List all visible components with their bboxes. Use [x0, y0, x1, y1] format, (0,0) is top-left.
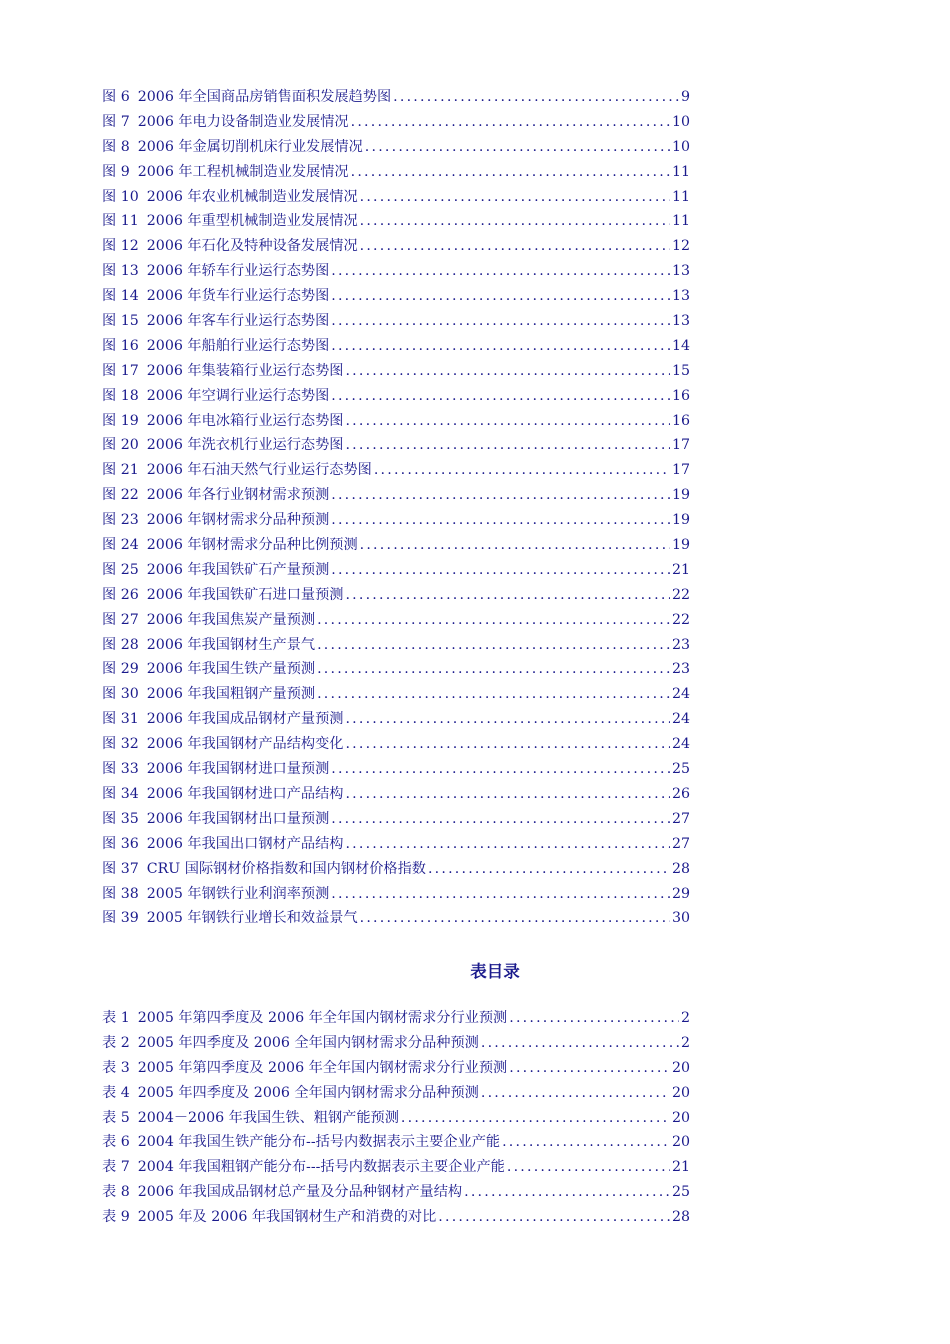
dot-leader: [428, 861, 670, 877]
dot-leader: [481, 1085, 670, 1101]
entry-title: 2006 年空调行业运行态势图: [146, 387, 330, 404]
figure-entry[interactable]: [102, 335, 690, 360]
table-entry[interactable]: [102, 1181, 690, 1206]
dot-leader: [331, 512, 670, 528]
dot-leader: [360, 189, 670, 205]
entry-label: 图 13: [102, 263, 139, 280]
entry-label: 图 18: [102, 387, 139, 404]
entry-label: 图 17: [102, 362, 139, 379]
dot-leader: [507, 1159, 670, 1175]
entry-title: 2006 年货车行业运行态势图: [146, 288, 330, 305]
entry-page-number: 19: [671, 512, 690, 529]
entry-page-number: 20: [671, 1134, 690, 1151]
entry-label: 表 4: [102, 1084, 130, 1101]
entry-title: 2006 年我国成品钢材产量预测: [146, 711, 344, 728]
entry-label: 图 35: [102, 810, 139, 827]
dot-leader: [509, 1060, 670, 1076]
figure-entry[interactable]: [102, 658, 690, 683]
entry-title: 2006 年钢材需求分品种比例预测: [146, 537, 358, 554]
entry-title: 2006 年我国钢材进口产品结构: [146, 785, 344, 802]
entry-page-number: 16: [671, 387, 690, 404]
entry-label: 图 22: [102, 487, 139, 504]
entry-page-number: 15: [671, 362, 690, 379]
dot-leader: [351, 164, 670, 180]
dot-leader: [331, 487, 670, 503]
dot-leader: [331, 811, 670, 827]
entry-label: 图 31: [102, 711, 139, 728]
figure-entry[interactable]: [102, 783, 690, 808]
figure-entry[interactable]: [102, 758, 690, 783]
entry-label: 图 24: [102, 537, 139, 554]
entry-label: 图 20: [102, 437, 139, 454]
entry-page-number: 26: [671, 785, 690, 802]
entry-label: 图 38: [102, 885, 139, 902]
dot-leader: [317, 612, 670, 628]
entry-label: 图 14: [102, 288, 139, 305]
dot-leader: [331, 313, 670, 329]
entry-page-number: 21: [671, 1159, 690, 1176]
figure-entry[interactable]: [102, 509, 690, 534]
dot-leader: [365, 139, 670, 155]
table-entry[interactable]: [102, 1082, 690, 1107]
dot-leader: [331, 886, 670, 902]
entry-page-number: 17: [671, 462, 690, 479]
figure-entry[interactable]: [102, 136, 690, 161]
dot-leader: [360, 213, 670, 229]
entry-page-number: 24: [671, 711, 690, 728]
dot-leader: [345, 587, 669, 603]
table-list: [102, 1007, 690, 1231]
dot-leader: [331, 388, 670, 404]
entry-page-number: 14: [671, 337, 690, 354]
entry-label: 图 8: [102, 138, 130, 155]
entry-label: 图 15: [102, 313, 139, 330]
figure-entry[interactable]: [102, 634, 690, 659]
entry-title: 2006 年我国成品钢材总产量及分品种钢材产量结构: [137, 1184, 463, 1201]
figure-entry[interactable]: [102, 584, 690, 609]
dot-leader: [317, 686, 670, 702]
entry-page-number: 23: [671, 636, 690, 653]
dot-leader: [374, 462, 670, 478]
entry-label: 表 8: [102, 1184, 130, 1201]
figure-entry[interactable]: [102, 86, 690, 111]
entry-title: 2006 年洗衣机行业运行态势图: [146, 437, 344, 454]
dot-leader: [481, 1035, 679, 1051]
entry-label: 图 36: [102, 835, 139, 852]
figure-entry[interactable]: [102, 683, 690, 708]
entry-label: 图 32: [102, 736, 139, 753]
entry-page-number: 22: [671, 586, 690, 603]
table-entry[interactable]: [102, 1007, 690, 1032]
dot-leader: [345, 413, 669, 429]
entry-title: 2006 年各行业钢材需求预测: [146, 487, 330, 504]
entry-page-number: 19: [671, 487, 690, 504]
figure-entry[interactable]: [102, 484, 690, 509]
entry-title: 2006 年电力设备制造业发展情况: [137, 113, 349, 130]
entry-page-number: 20: [671, 1059, 690, 1076]
entry-page-number: 11: [671, 188, 690, 205]
figure-entry[interactable]: [102, 161, 690, 186]
entry-label: 图 16: [102, 337, 139, 354]
entry-label: 图 12: [102, 238, 139, 255]
entry-page-number: 10: [671, 138, 690, 155]
entry-page-number: 25: [671, 1184, 690, 1201]
entry-label: 图 29: [102, 661, 139, 678]
entry-title: 2005 年第四季度及 2006 年全年国内钢材需求分行业预测: [137, 1059, 508, 1076]
entry-label: 表 1: [102, 1010, 130, 1026]
entry-title: 2006 年我国钢材进口量预测: [146, 761, 330, 778]
figure-entry[interactable]: [102, 808, 690, 833]
table-entry[interactable]: [102, 1131, 690, 1156]
figure-entry[interactable]: [102, 285, 690, 310]
figure-list: [102, 86, 690, 932]
entry-label: 图 25: [102, 561, 139, 578]
dot-leader: [509, 1010, 679, 1026]
figure-entry[interactable]: [102, 310, 690, 335]
entry-page-number: 23: [671, 661, 690, 678]
entry-page-number: 19: [671, 537, 690, 554]
entry-title: 2006 年我国铁矿石进口量预测: [146, 586, 344, 603]
entry-title: 2006 年电冰箱行业运行态势图: [146, 412, 344, 429]
dot-leader: [345, 437, 669, 453]
entry-label: 图 34: [102, 785, 139, 802]
dot-leader: [360, 238, 670, 254]
entry-page-number: 2: [680, 1034, 690, 1051]
table-list-heading: 表目录: [470, 962, 520, 981]
dot-leader: [345, 363, 669, 379]
entry-page-number: 13: [671, 263, 690, 280]
entry-label: 图 19: [102, 412, 139, 429]
entry-label: 图 30: [102, 686, 139, 703]
figure-entry[interactable]: [102, 111, 690, 136]
entry-label: 图 7: [102, 113, 130, 130]
entry-title: 2006 年客车行业运行态势图: [146, 313, 330, 330]
dot-leader: [438, 1209, 670, 1225]
figure-entry[interactable]: [102, 833, 690, 858]
entry-label: 图 28: [102, 636, 139, 653]
entry-label: 图 21: [102, 462, 139, 479]
entry-title: 2005 年四季度及 2006 全年国内钢材需求分品种预测: [137, 1084, 479, 1101]
entry-page-number: 22: [671, 611, 690, 628]
entry-title: 2005 年钢铁行业利润率预测: [146, 885, 330, 902]
entry-page-number: 21: [671, 561, 690, 578]
entry-title: 2005 年第四季度及 2006 年全年国内钢材需求分行业预测: [137, 1010, 508, 1026]
entry-label: 图 9: [102, 163, 130, 180]
dot-leader: [317, 637, 670, 653]
entry-page-number: 10: [671, 113, 690, 130]
figure-entry[interactable]: [102, 434, 690, 459]
entry-title: 2006 年我国焦炭产量预测: [146, 611, 316, 628]
dot-leader: [331, 562, 670, 578]
entry-label: 表 6: [102, 1134, 130, 1151]
dot-leader: [345, 836, 669, 852]
figure-entry[interactable]: [102, 708, 690, 733]
figure-entry[interactable]: [102, 410, 690, 435]
dot-leader: [317, 661, 670, 677]
dot-leader: [331, 761, 670, 777]
dot-leader: [345, 711, 669, 727]
entry-title: 2006 年集装箱行业运行态势图: [146, 362, 344, 379]
dot-leader: [331, 338, 670, 354]
entry-title: 2004－2006 年我国生铁、粗钢产能预测: [137, 1109, 399, 1126]
entry-label: 图 11: [102, 213, 139, 230]
entry-page-number: 11: [671, 163, 690, 180]
entry-label: 图 39: [102, 910, 139, 927]
figure-entry[interactable]: [102, 858, 690, 883]
figure-entry[interactable]: [102, 907, 690, 932]
entry-page-number: 27: [671, 835, 690, 852]
entry-page-number: 2: [680, 1010, 690, 1026]
dot-leader: [360, 910, 670, 926]
entry-page-number: 27: [671, 810, 690, 827]
figure-entry[interactable]: [102, 609, 690, 634]
entry-title: 2006 年全国商品房销售面积发展趋势图: [137, 89, 392, 105]
figure-entry[interactable]: [102, 235, 690, 260]
table-entry[interactable]: [102, 1057, 690, 1082]
entry-title: 2006 年我国出口钢材产品结构: [146, 835, 344, 852]
entry-title: 2005 年及 2006 年我国钢材生产和消费的对比: [137, 1209, 437, 1226]
entry-title: 2006 年我国粗钢产量预测: [146, 686, 316, 703]
entry-label: 图 26: [102, 586, 139, 603]
dot-leader: [351, 114, 670, 130]
entry-title: 2006 年我国生铁产量预测: [146, 661, 316, 678]
dot-leader: [502, 1134, 670, 1150]
entry-label: 图 27: [102, 611, 139, 628]
entry-label: 表 9: [102, 1209, 130, 1226]
entry-label: 表 5: [102, 1109, 130, 1126]
dot-leader: [401, 1110, 670, 1126]
entry-page-number: 13: [671, 288, 690, 305]
entry-page-number: 20: [671, 1109, 690, 1126]
entry-title: 2006 年轿车行业运行态势图: [146, 263, 330, 280]
figure-entry[interactable]: [102, 210, 690, 235]
entry-page-number: 16: [671, 412, 690, 429]
entry-title: 2005 年四季度及 2006 全年国内钢材需求分品种预测: [137, 1034, 479, 1051]
entry-page-number: 9: [680, 89, 690, 105]
entry-page-number: 28: [671, 1209, 690, 1226]
dot-leader: [331, 288, 670, 304]
figure-entry[interactable]: [102, 459, 690, 484]
entry-page-number: 13: [671, 313, 690, 330]
dot-leader: [393, 89, 679, 105]
entry-title: 2004 年我国粗钢产能分布---括号内数据表示主要企业产能: [137, 1159, 505, 1176]
entry-title: 2006 年工程机械制造业发展情况: [137, 163, 349, 180]
table-entry[interactable]: [102, 1156, 690, 1181]
entry-label: 图 37: [102, 860, 139, 877]
entry-title: 2004 年我国生铁产能分布--括号内数据表示主要企业产能: [137, 1134, 501, 1151]
entry-page-number: 24: [671, 736, 690, 753]
dot-leader: [345, 786, 669, 802]
entry-page-number: 17: [671, 437, 690, 454]
figure-entry[interactable]: [102, 186, 690, 211]
table-entry[interactable]: [102, 1032, 690, 1057]
dot-leader: [360, 537, 670, 553]
entry-label: 图 10: [102, 188, 139, 205]
entry-title: 2006 年重型机械制造业发展情况: [146, 213, 358, 230]
figure-entry[interactable]: [102, 360, 690, 385]
dot-leader: [345, 736, 669, 752]
entry-label: 表 3: [102, 1059, 130, 1076]
entry-title: 2006 年我国钢材产品结构变化: [146, 736, 344, 753]
figure-entry[interactable]: [102, 385, 690, 410]
figure-entry[interactable]: [102, 260, 690, 285]
dot-leader: [331, 263, 670, 279]
figure-entry[interactable]: [102, 534, 690, 559]
entry-page-number: 20: [671, 1084, 690, 1101]
entry-label: 表 2: [102, 1034, 130, 1051]
entry-title: 2006 年农业机械制造业发展情况: [146, 188, 358, 205]
entry-page-number: 11: [671, 213, 690, 230]
table-entry[interactable]: [102, 1206, 690, 1231]
figure-entry[interactable]: [102, 559, 690, 584]
figure-entry[interactable]: [102, 883, 690, 908]
entry-page-number: 30: [671, 910, 690, 927]
entry-title: 2006 年金属切削机床行业发展情况: [137, 138, 363, 155]
entry-title: 2006 年钢材需求分品种预测: [146, 512, 330, 529]
entry-title: 2006 年船舶行业运行态势图: [146, 337, 330, 354]
entry-page-number: 28: [671, 860, 690, 877]
entry-title: 2006 年石化及特种设备发展情况: [146, 238, 358, 255]
dot-leader: [464, 1184, 670, 1200]
figure-entry[interactable]: [102, 733, 690, 758]
entry-title: 2006 年我国钢材生产景气: [146, 636, 316, 653]
table-entry[interactable]: [102, 1107, 690, 1132]
entry-title: 2006 年石油天然气行业运行态势图: [146, 462, 372, 479]
entry-title: CRU 国际钢材价格指数和国内钢材价格指数: [146, 860, 426, 877]
entry-label: 图 6: [102, 89, 130, 105]
entry-page-number: 29: [671, 885, 690, 902]
entry-label: 表 7: [102, 1159, 130, 1176]
entry-title: 2005 年钢铁行业增长和效益景气: [146, 910, 358, 927]
entry-page-number: 12: [671, 238, 690, 255]
entry-title: 2006 年我国铁矿石产量预测: [146, 561, 330, 578]
entry-page-number: 24: [671, 686, 690, 703]
entry-title: 2006 年我国钢材出口量预测: [146, 810, 330, 827]
entry-page-number: 25: [671, 761, 690, 778]
entry-label: 图 23: [102, 512, 139, 529]
entry-label: 图 33: [102, 761, 139, 778]
